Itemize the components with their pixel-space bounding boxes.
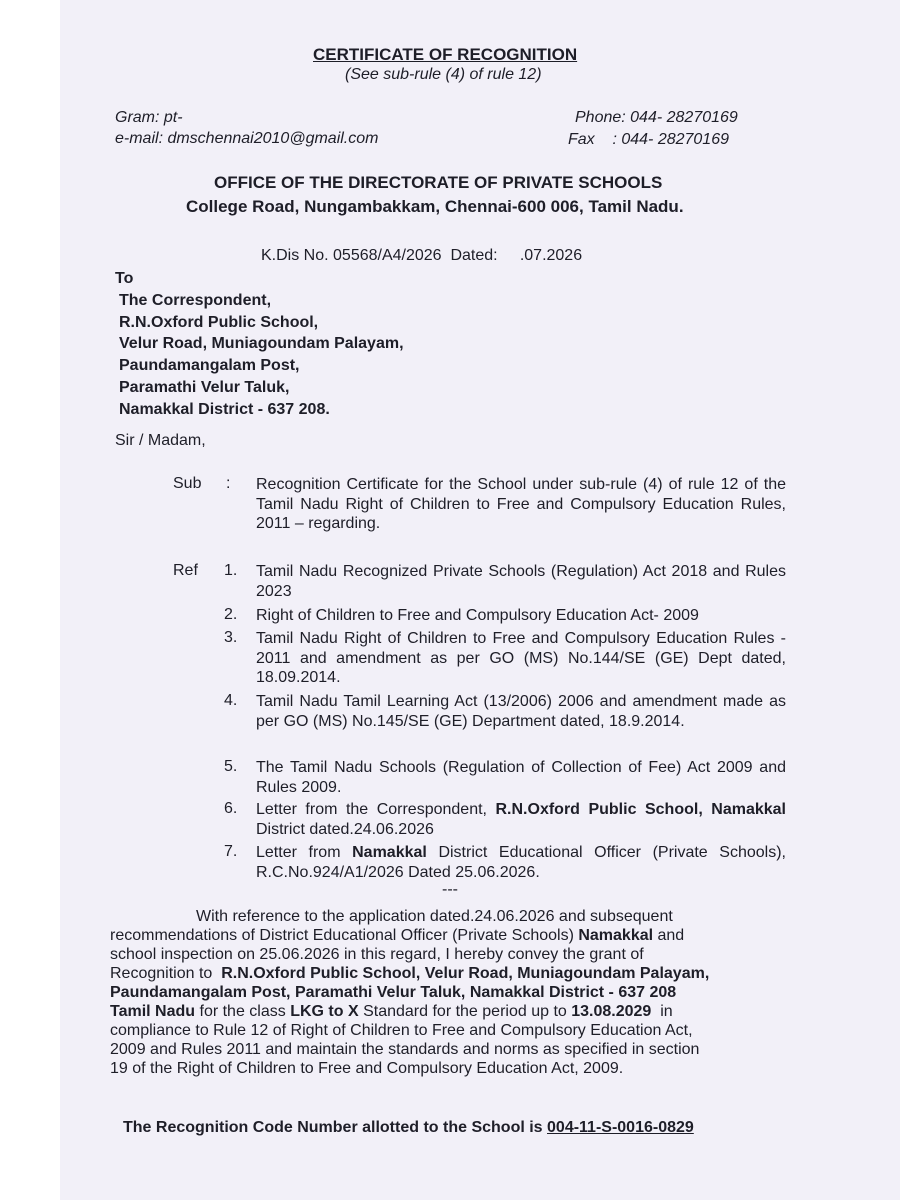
office-name: OFFICE OF THE DIRECTORATE OF PRIVATE SCHOOLS [214, 173, 663, 192]
ref-item-text: Tamil Nadu Right of Children to Free and Compulsory Education Rules - 2011 and amendment as per GO (MS) No.144/SE (GE) Dept dated, 18.09.2014. [256, 630, 786, 686]
certificate-title: CERTIFICATE OF RECOGNITION [313, 45, 578, 64]
addressee-line: Paramathi Velur Taluk, [119, 378, 290, 396]
body-bold: Namakkal [578, 927, 654, 944]
ref-item-text: Letter from the Correspondent, [256, 801, 496, 818]
school-name-bold: R.N.Oxford Public School, Namakkal [495, 801, 786, 818]
ref-item-number: 1. [224, 562, 238, 579]
ref-item-1 [256, 562, 786, 601]
body-line-7 [110, 1021, 693, 1040]
body-text: Standard for the period up to [358, 1003, 572, 1020]
ref-item-text: Letter from [256, 844, 353, 861]
recognition-code-number: 004-11-S-0016-0829 [547, 1119, 694, 1136]
certificate-subtitle: (See sub-rule (4) of rule 12) [345, 66, 542, 83]
body-line-4 [110, 964, 709, 983]
addressee-line: Velur Road, Muniagoundam Palayam, [119, 335, 404, 353]
subject-text: Recognition Certificate for the School under sub-rule (4) of rule 12 of the Tamil Nadu Right of Children to Free and Compulsory Education Rules, 2011 – regarding. [256, 476, 786, 532]
body-text: With reference to the application dated.24.06.2026 and subsequent [196, 908, 673, 925]
to-label: To [115, 270, 134, 287]
salutation: Sir / Madam, [115, 432, 206, 449]
email-text: e-mail: dmschennai2010@gmail.com [115, 130, 379, 147]
recognition-code-line [123, 1119, 694, 1137]
addressee-block [119, 290, 404, 420]
district-name-bold: Namakkal [352, 844, 427, 861]
ref-item-5 [256, 758, 786, 797]
addressee-line: Namakkal District - 637 208. [119, 400, 330, 418]
separator: --- [442, 881, 458, 898]
body-text: and [653, 927, 685, 944]
body-text: school inspection on 25.06.2026 in this regard, I hereby convey the grant of [110, 946, 644, 963]
body-line-9 [110, 1059, 623, 1078]
ref-item-6 [256, 800, 786, 839]
subject-label: Sub [173, 475, 202, 492]
recognition-code-text: The Recognition Code Number allotted to the School is [123, 1119, 548, 1136]
ref-item-3 [256, 629, 786, 688]
body-line-2 [110, 926, 684, 945]
body-bold: LKG to X [290, 1003, 359, 1020]
gram-text: Gram: pt- [115, 109, 183, 126]
body-bold: Tamil Nadu [110, 1003, 196, 1020]
addressee-line: Paundamangalam Post, [119, 357, 300, 375]
body-text: compliance to Rule 12 of Right of Children to Free and Compulsory Education Act, [110, 1022, 693, 1039]
body-text: in [651, 1003, 673, 1020]
body-text: 2009 and Rules 2011 and maintain the standards and norms as specified in section [110, 1041, 700, 1058]
body-line-5 [110, 983, 676, 1002]
ref-item-number: 3. [224, 629, 238, 646]
ref-item-text: The Tamil Nadu Schools (Regulation of Collection of Fee) Act 2009 and Rules 2009. [256, 759, 786, 796]
addressee-line: R.N.Oxford Public School, [119, 313, 319, 331]
ref-item-7 [256, 843, 786, 882]
ref-item-text: Tamil Nadu Recognized Private Schools (Regulation) Act 2018 and Rules 2023 [256, 563, 786, 600]
body-line-6 [110, 1002, 673, 1021]
ref-item-text: Tamil Nadu Tamil Learning Act (13/2006) 2006 and amendment made as per GO (MS) No.145/SE (GE) Department dated, 18.9.2014. [256, 693, 786, 730]
body-text: Recognition to [110, 965, 222, 982]
ref-item-text: District dated.24.06.2026 [256, 820, 434, 838]
fax-text: Fax : 044- 28270169 [568, 131, 729, 148]
body-text: 19 of the Right of Children to Free and Compulsory Education Act, 2009. [110, 1060, 624, 1077]
ref-item-number: 4. [224, 692, 238, 709]
addressee-line: The Correspondent, [119, 292, 272, 309]
body-bold: R.N.Oxford Public School, Velur Road, Muniagoundam Palayam, [221, 965, 710, 982]
body-text: for the class [195, 1003, 291, 1020]
body-bold: Paundamangalam Post, Paramathi Velur Taluk, Namakkal District - 637 208 [110, 984, 677, 1001]
phone-text: Phone: 044- 28270169 [575, 109, 738, 126]
ref-item-number: 2. [224, 606, 238, 623]
ref-item-4 [256, 692, 786, 731]
ref-item-number: 5. [224, 758, 238, 775]
reference-number: K.Dis No. 05568/A4/2026 Dated: .07.2026 [261, 247, 583, 264]
ref-item-text: District Educational Officer (Private Schools), R.C.No.924/A1/2026 Dated 25.06.2026. [256, 844, 786, 881]
body-line-8 [110, 1040, 699, 1059]
subject-colon: : [226, 475, 231, 492]
ref-item-2 [256, 606, 786, 626]
ref-item-number: 6. [224, 800, 238, 817]
body-line-3 [110, 945, 644, 964]
office-address: College Road, Nungambakkam, Chennai-600 006, Tamil Nadu. [186, 197, 684, 216]
body-line-1 [196, 907, 673, 926]
body-bold: 13.08.2029 [571, 1003, 652, 1020]
ref-item-text: Right of Children to Free and Compulsory Education Act- 2009 [256, 607, 699, 624]
body-text: recommendations of District Educational Officer (Private Schools) [110, 927, 579, 944]
ref-item-number: 7. [224, 843, 238, 860]
ref-label: Ref [173, 562, 198, 579]
